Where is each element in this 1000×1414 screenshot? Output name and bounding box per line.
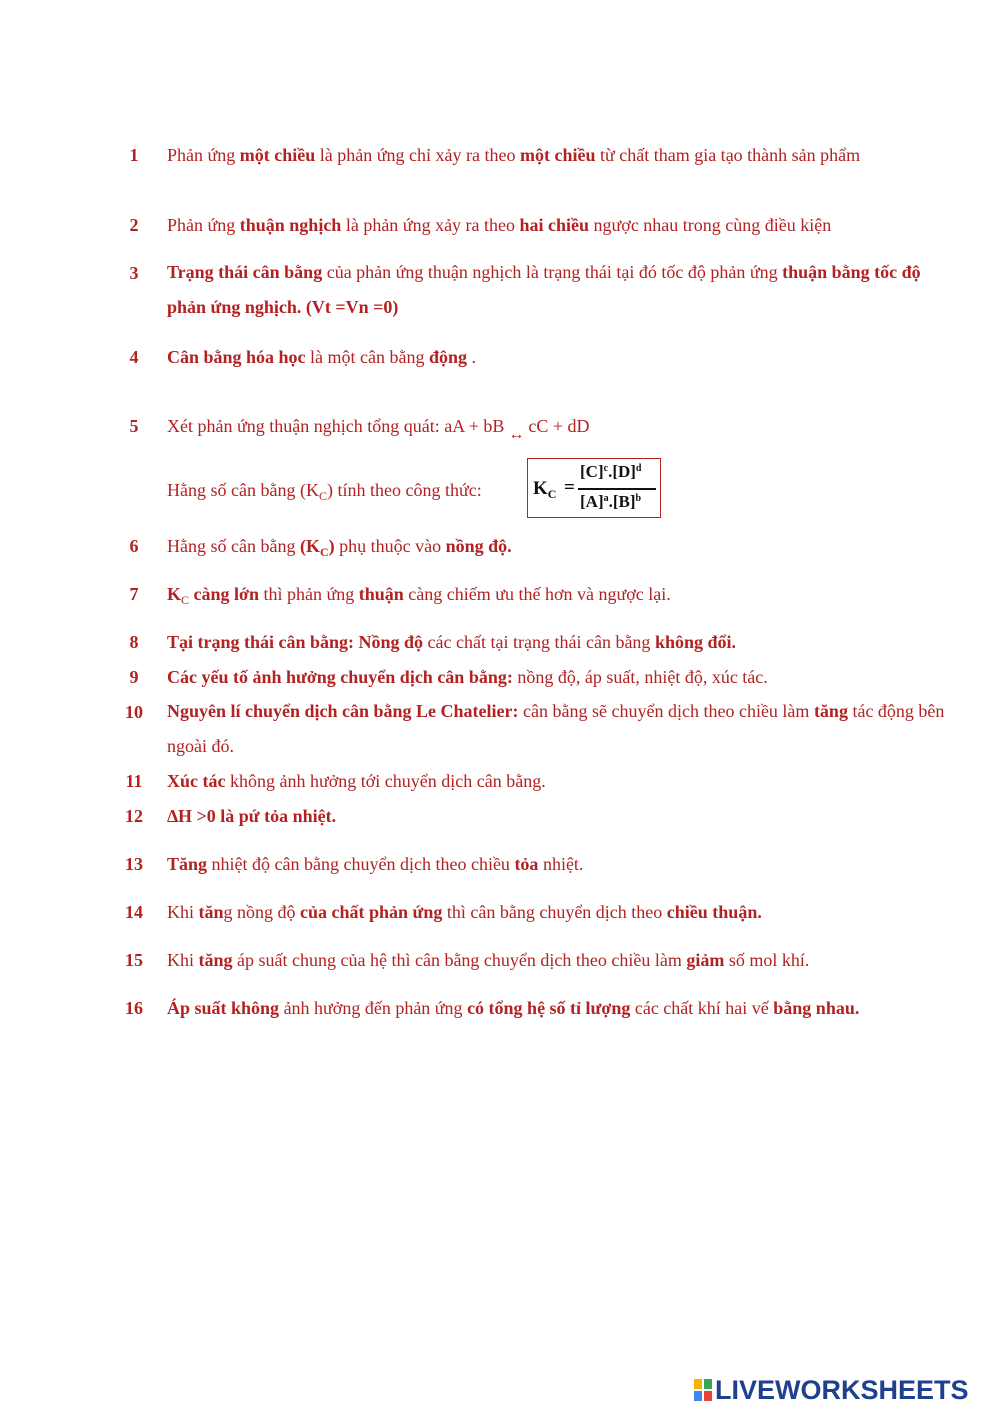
item-number: 10	[125, 702, 143, 722]
item-number: 4	[129, 347, 139, 367]
formula-kc: $K_C$	[533, 478, 557, 501]
item-number: 9	[129, 667, 139, 687]
item-number: 12	[125, 806, 143, 826]
item-text: Xét phản ứng thuận nghịch tổng quát: aA + bB ↔ cC + dD	[167, 415, 967, 439]
item-number: 6	[129, 536, 139, 556]
item-text: $K_C$ càng lớn thì phản ứng thuận càng chiếm ưu thế hơn và ngược lại.	[167, 584, 671, 607]
item-number: 7	[129, 584, 139, 604]
item-text: Phản ứng thuận nghịch là phản ứng xảy ra theo hai chiều ngược nhau trong cùng điều kiện	[167, 215, 832, 235]
kc-formula-box	[527, 458, 661, 518]
item-text: Áp suất không ảnh hưởng đến phản ứng có tổng hệ số tỉ lượng các chất khí hai vế bằng nhau.	[167, 998, 860, 1018]
fraction-bar	[578, 488, 656, 490]
item-text: Trạng thái cân bằng của phản ứng thuận nghịch là trạng thái tại đó tốc độ phản ứng thuận bằng tốc độ phản ứng nghịch. (Vt =Vn =0)	[167, 262, 921, 317]
item-text: Nguyên lí chuyển dịch cân bằng Le Chatelier: cân bằng sẽ chuyển dịch theo chiều làm tăng tác động bên ngoài đó.	[167, 701, 945, 756]
reversible-arrow-icon: ↔	[508, 426, 525, 443]
item-text: Khi tăng áp suất chung của hệ thì cân bằng chuyển dịch theo chiều làm giảm số mol khí.	[167, 950, 810, 970]
item-number: 15	[125, 950, 143, 970]
item-number: 14	[125, 902, 143, 922]
item-text: ∆H >0 là pứ tỏa nhiệt.	[167, 806, 337, 826]
item-number: 8	[129, 632, 139, 652]
formula-denominator: $[A]^a.[B]^b$	[580, 492, 642, 511]
item-number: 5	[129, 416, 139, 436]
item-text: Tại trạng thái cân bằng: Nồng độ các chất tại trạng thái cân bằng không đổi.	[167, 632, 736, 652]
logo-text: LIVEWORKSHEETS	[715, 1375, 969, 1405]
item-text: Các yếu tố ảnh hưởng chuyển dịch cân bằng: nồng độ, áp suất, nhiệt độ, xúc tác.	[167, 667, 768, 687]
item-text: Phản ứng một chiều là phản ứng chỉ xảy ra theo một chiều từ chất tham gia tạo thành sản phẩm	[167, 145, 861, 165]
item-text: Cân bằng hóa học là một cân bằng động .	[167, 347, 477, 367]
liveworksheets-logo	[693, 1375, 993, 1405]
item-text: Khi tăng nồng độ của chất phản ứng thì cân bằng chuyển dịch theo chiều thuận.	[167, 902, 762, 922]
item-text: Xúc tác không ảnh hưởng tới chuyển dịch cân bằng.	[167, 771, 546, 791]
item-number: 13	[125, 854, 143, 874]
item-text: Hằng số cân bằng $(K_C)$ tính theo công thức:	[167, 480, 482, 503]
item-number: 11	[125, 771, 143, 791]
item-number: 2	[129, 215, 139, 235]
formula-equals: =	[564, 477, 575, 498]
item-number: 3	[129, 263, 139, 283]
formula-numerator: $[C]^c.[D]^d$	[580, 462, 642, 481]
item-number: 1	[129, 145, 139, 165]
item-number: 16	[125, 998, 143, 1018]
item-text: Hằng số cân bằng $(K_C)$ phụ thuộc vào nồng độ.	[167, 536, 512, 559]
liveworksheets-logo-icon	[693, 1378, 713, 1402]
item-text: Tăng nhiệt độ cân bằng chuyển dịch theo chiều tỏa nhiệt.	[167, 854, 584, 874]
